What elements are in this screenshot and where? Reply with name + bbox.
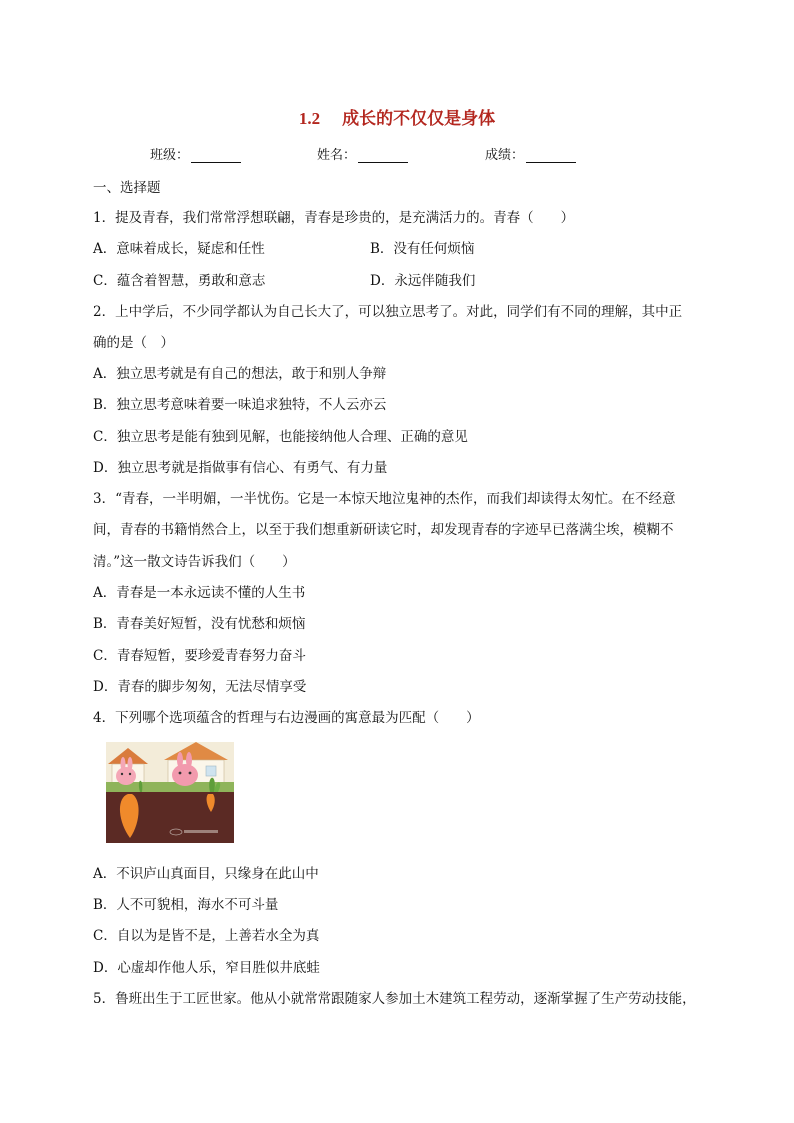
q2-option-c: C．独立思考是能有独到见解，也能接纳他人合理、正确的意见 [93,429,468,445]
q3-option-c: C．青春短暂，要珍爱青春努力奋斗 [93,648,306,664]
q4-option-c: C．自以为是皆不是，上善若水全为真 [93,928,320,944]
q4-stem: 4．下列哪个选项蕴含的哲理与右边漫画的寓意最为匹配（ ） [93,710,480,726]
cartoon-drawing [106,742,234,843]
q1-stem: 1．提及青春，我们常常浮想联翩，青春是珍贵的，是充满活力的。青春（ ） [93,210,575,226]
class-blank[interactable] [191,148,241,163]
window [206,766,216,776]
name-blank[interactable] [358,148,408,163]
title-text: 成长的不仅仅是身体 [342,109,496,129]
class-field [150,144,241,163]
name-field [317,144,408,163]
q3-stem-line1: 3．“青春，一半明媚，一半忧伤。它是一本惊天地泣鬼神的杰作，而我们却读得太匆忙。在不经意 [93,491,676,507]
name-label: 姓名： [317,148,357,163]
page-title [0,104,794,129]
q2-option-a: A．独立思考就是有自己的想法，敢于和别人争辩 [93,366,387,382]
class-label: 班级： [150,148,190,163]
q3-option-d: D．青春的脚步匆匆，无法尽情享受 [93,679,307,695]
q2-option-d: D．独立思考就是指做事有信心、有勇气、有力量 [93,460,388,476]
q2-option-b: B．独立思考意味着要一味追求独特，不人云亦云 [93,397,387,413]
q3-option-b: B．青春美好短暂，没有忧愁和烦恼 [93,616,306,632]
q4-option-b: B．人不可貌相，海水不可斗量 [93,897,279,913]
score-blank[interactable] [526,148,576,163]
q3-stem-line2: 间，青春的书籍悄然合上，以至于我们想重新研读它时，却发现青春的字迹早已落满尘埃，模糊不 [93,522,674,538]
score-label: 成绩： [485,148,525,163]
q1-option-b: B．没有任何烦恼 [370,241,475,257]
q1-option-c: C．蕴含着智慧，勇敢和意志 [93,273,266,289]
score-field [485,144,576,163]
q2-stem-line1: 2．上中学后，不少同学都认为自己长大了，可以独立思考了。对此，同学们有不同的理解，其中正 [93,304,683,320]
q4-option-d: D．心虚却作他人乐，窄目胜似井底蛙 [93,960,320,976]
title-number: 1.2 [298,109,321,128]
q2-stem-line2: 确的是（ ） [93,335,174,351]
q3-stem-line3: 清。”这一散文诗告诉我们（ ） [93,554,296,570]
q3-option-a: A．青春是一本永远读不懂的人生书 [93,585,306,601]
q1-option-d: D．永远伴随我们 [370,273,476,289]
carrot-leaf-right [209,778,215,792]
q4-option-a: A．不识庐山真面目，只缘身在此山中 [93,866,319,882]
q5-stem-line1: 5．鲁班出生于工匠世家。他从小就常常跟随家人参加土木建筑工程劳动，逐渐掌握了生产劳动技能， [93,991,696,1007]
section-heading: 一、选择题 [93,180,161,196]
watermark-text [184,830,218,833]
cartoon-image [106,742,234,843]
q1-option-a: A．意味着成长，疑虑和任性 [93,241,265,257]
